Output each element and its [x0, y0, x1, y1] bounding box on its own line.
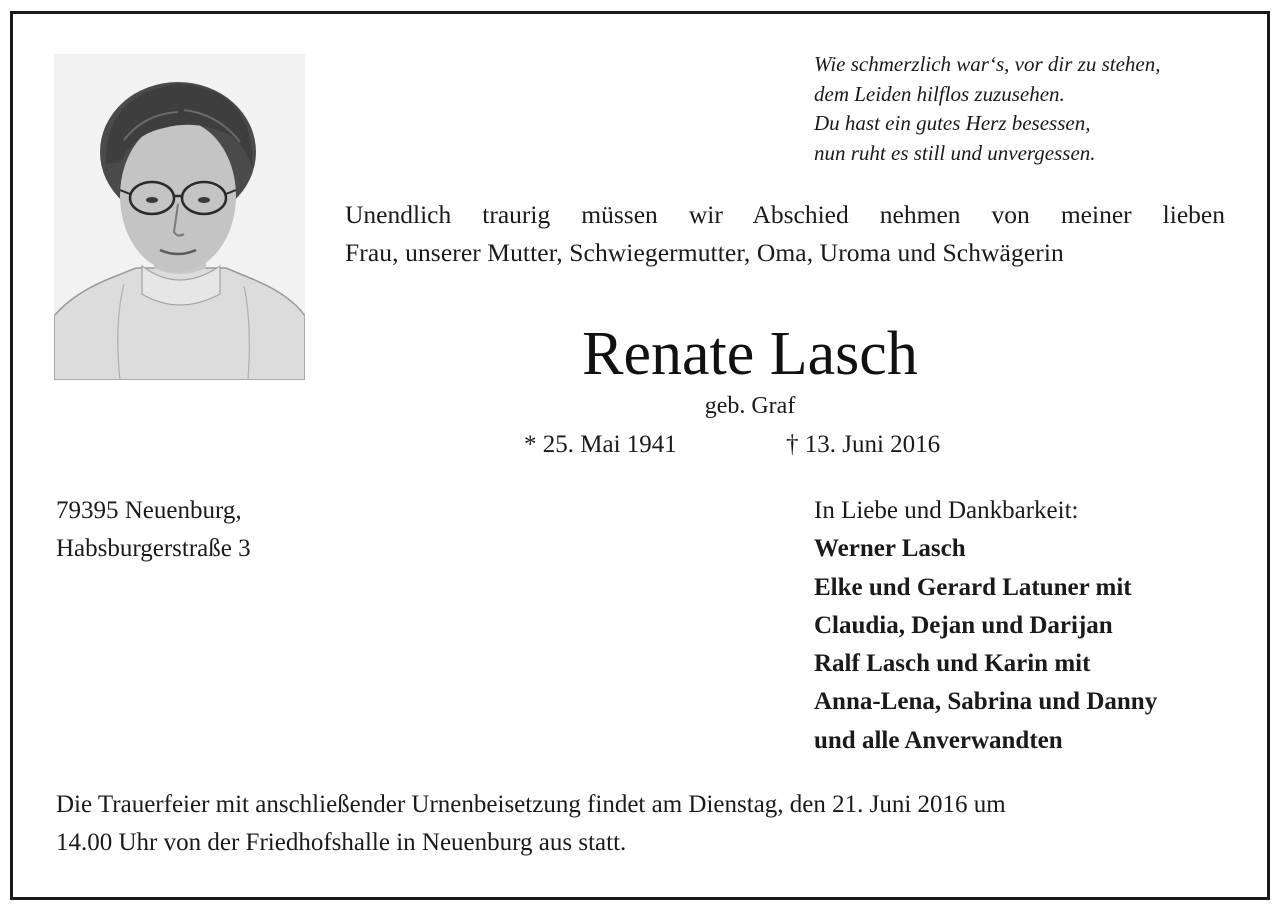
- portrait-illustration: [54, 54, 305, 380]
- mourners-list: [814, 492, 1157, 760]
- poem-line: Du hast ein gutes Herz besessen,: [814, 111, 1091, 135]
- birth-date: * 25. Mai 1941: [524, 431, 677, 458]
- poem-line: dem Leiden hilflos zuzusehen.: [814, 81, 1065, 106]
- mourner-line: Ralf Lasch und Karin mit: [814, 650, 1091, 678]
- family-address: [56, 492, 251, 568]
- mourner-line: Elke und Gerard Latuner mit: [814, 573, 1132, 601]
- address-line: 79395 Neuenburg,: [56, 497, 242, 524]
- farewell-intro: [345, 196, 1225, 272]
- funeral-line: Die Trauerfeier mit anschließender Urnenbeisetzung findet am Dienstag, den 21. Juni 2016 um: [56, 791, 1006, 818]
- deceased-name: Renate Lasch: [582, 320, 918, 388]
- mourner-line: Werner Lasch: [814, 535, 966, 563]
- poem-line: Wie schmerzlich war‘s, vor dir zu stehen,: [814, 52, 1161, 76]
- death-date: † 13. Juni 2016: [786, 431, 941, 458]
- birth-name: geb. Graf: [704, 393, 796, 419]
- mourner-line: Claudia, Dejan und Darijan: [814, 611, 1113, 639]
- funeral-notice: [56, 786, 1231, 862]
- mourners-heading: In Liebe und Dankbarkeit:: [814, 497, 1079, 524]
- intro-line: Unendlich traurig müssen wir Abschied nehmen von meiner lieben: [345, 200, 1225, 229]
- poem-line: nun ruht es still und unvergessen.: [814, 140, 1096, 165]
- mourner-line: und alle Anverwandten: [814, 726, 1063, 754]
- memorial-poem: [814, 50, 1254, 168]
- address-line: Habsburgerstraße 3: [56, 535, 251, 562]
- mourner-line: Anna-Lena, Sabrina und Danny: [814, 688, 1158, 716]
- funeral-line: 14.00 Uhr von der Friedhofshalle in Neuenburg aus statt.: [56, 829, 627, 856]
- intro-line: Frau, unserer Mutter, Schwiegermutter, Oma, Uroma und Schwägerin: [345, 238, 1064, 267]
- portrait-photo: [54, 54, 305, 380]
